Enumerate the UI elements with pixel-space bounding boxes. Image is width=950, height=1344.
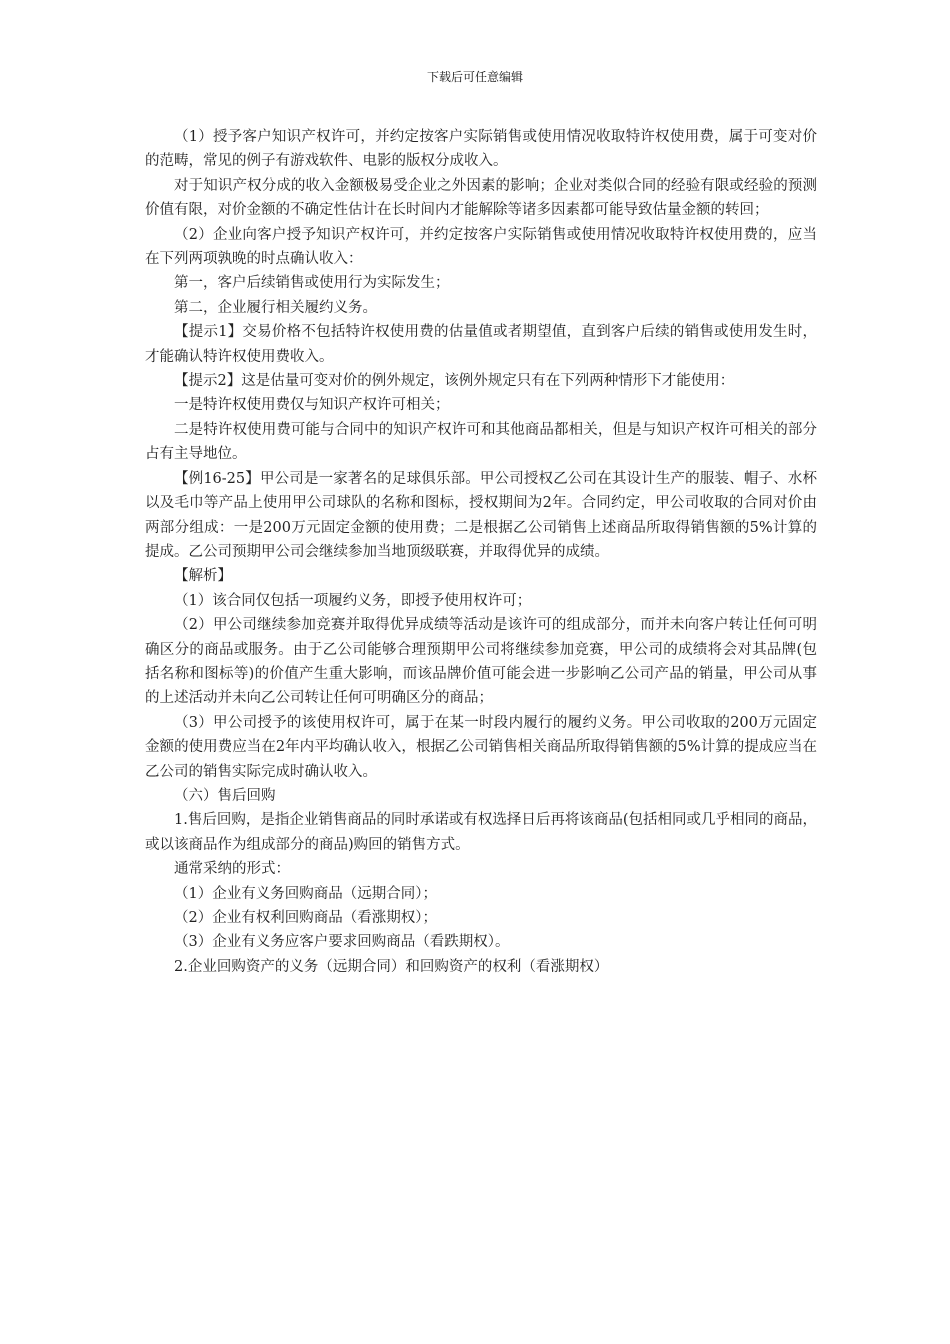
- page-header: 下载后可任意编辑: [426, 70, 523, 84]
- paragraph: （六）售后回购: [174, 787, 276, 804]
- paragraph: （3）甲公司授予的该使用权许可，属于在某一时段内履行的履约义务。甲公司收取的200万元固定金额的使用费应当在2年内平均确认收入，根据乙公司销售相关商品所取得销售额的5%计算的提成应当在乙公司的销售实际完成时确认收入。: [145, 714, 817, 780]
- paragraph: 第二，企业履行相关履约义务。: [174, 299, 377, 316]
- paragraph: （1）企业有义务回购商品（远期合同）；: [174, 885, 437, 902]
- paragraph: （1）授予客户知识产权许可，并约定按客户实际销售或使用情况收取特许权使用费，属于可变对价的范畴，常见的例子有游戏软件、电影的版权分成收入。: [145, 129, 817, 170]
- document-body: [145, 125, 817, 979]
- paragraph: （2）企业向客户授予知识产权许可，并约定按客户实际销售或使用情况收取特许权使用费的，应当在下列两项孰晚的时点确认收入：: [145, 226, 817, 268]
- paragraph: 二是特许权使用费可能与合同中的知识产权许可和其他商品都相关，但是与知识产权许可相关的部分占有主导地位。: [145, 421, 817, 463]
- paragraph: 【提示1】交易价格不包括特许权使用费的估量值或者期望值，直到客户后续的销售或使用发生时，才能确认特许权使用费收入。: [145, 324, 817, 365]
- paragraph: （2）企业有权利回购商品（看涨期权）；: [174, 910, 437, 926]
- paragraph: （3）企业有义务应客户要求回购商品（看跌期权）。: [174, 934, 510, 951]
- paragraph: （1）该合同仅包括一项履约义务，即授予使用权许可；: [174, 592, 532, 609]
- paragraph: 一是特许权使用费仅与知识产权许可相关；: [174, 397, 450, 414]
- paragraph: 2.企业回购资产的义务（远期合同）和回购资产的权利（看涨期权）: [174, 958, 609, 975]
- paragraph: 通常采纳的形式：: [174, 861, 290, 878]
- paragraph: 【例16-25】甲公司是一家著名的足球俱乐部。甲公司授权乙公司在其设计生产的服装、帽子、水杯以及毛巾等产品上使用甲公司球队的名称和图标，授权期间为2年。合同约定，甲公司收取的合同对价由两部分组成：一是200万元固定金额的使用费；二是根据乙公司销售上述商品所取得销售额的5%计算的提成。乙公司预期甲公司会继续参加当地顶级联赛，并取得优异的成绩。: [145, 470, 817, 560]
- paragraph: 第一，客户后续销售或使用行为实际发生；: [174, 275, 450, 292]
- paragraph: （2）甲公司继续参加竞赛并取得优异成绩等活动是该许可的组成部分，而并未向客户转让任何可明确区分的商品或服务。由于乙公司能够合理预期甲公司将继续参加竞赛，甲公司的成绩将会对其品牌(包括名称和图标等)的价值产生重大影响，而该品牌价值可能会进一步影响乙公司产品的销量，甲公司从事的上述活动并未向乙公司转让任何可明确区分的商品；: [145, 617, 817, 707]
- paragraph: 【提示2】这是估量可变对价的例外规定，该例外规定只有在下列两种情形下才能使用：: [174, 373, 735, 390]
- paragraph: 对于知识产权分成的收入金额极易受企业之外因素的影响；企业对类似合同的经验有限或经验的预测价值有限，对价金额的不确定性估计在长时间内才能解除等诸多因素都可能导致估量金额的转回；: [145, 177, 817, 219]
- paragraph: 1.售后回购，是指企业销售商品的同时承诺或有权选择日后再将该商品(包括相同或几乎相同的商品，或以该商品作为组成部分的商品)购回的销售方式。: [145, 812, 817, 853]
- paragraph: 【解析】: [174, 568, 232, 585]
